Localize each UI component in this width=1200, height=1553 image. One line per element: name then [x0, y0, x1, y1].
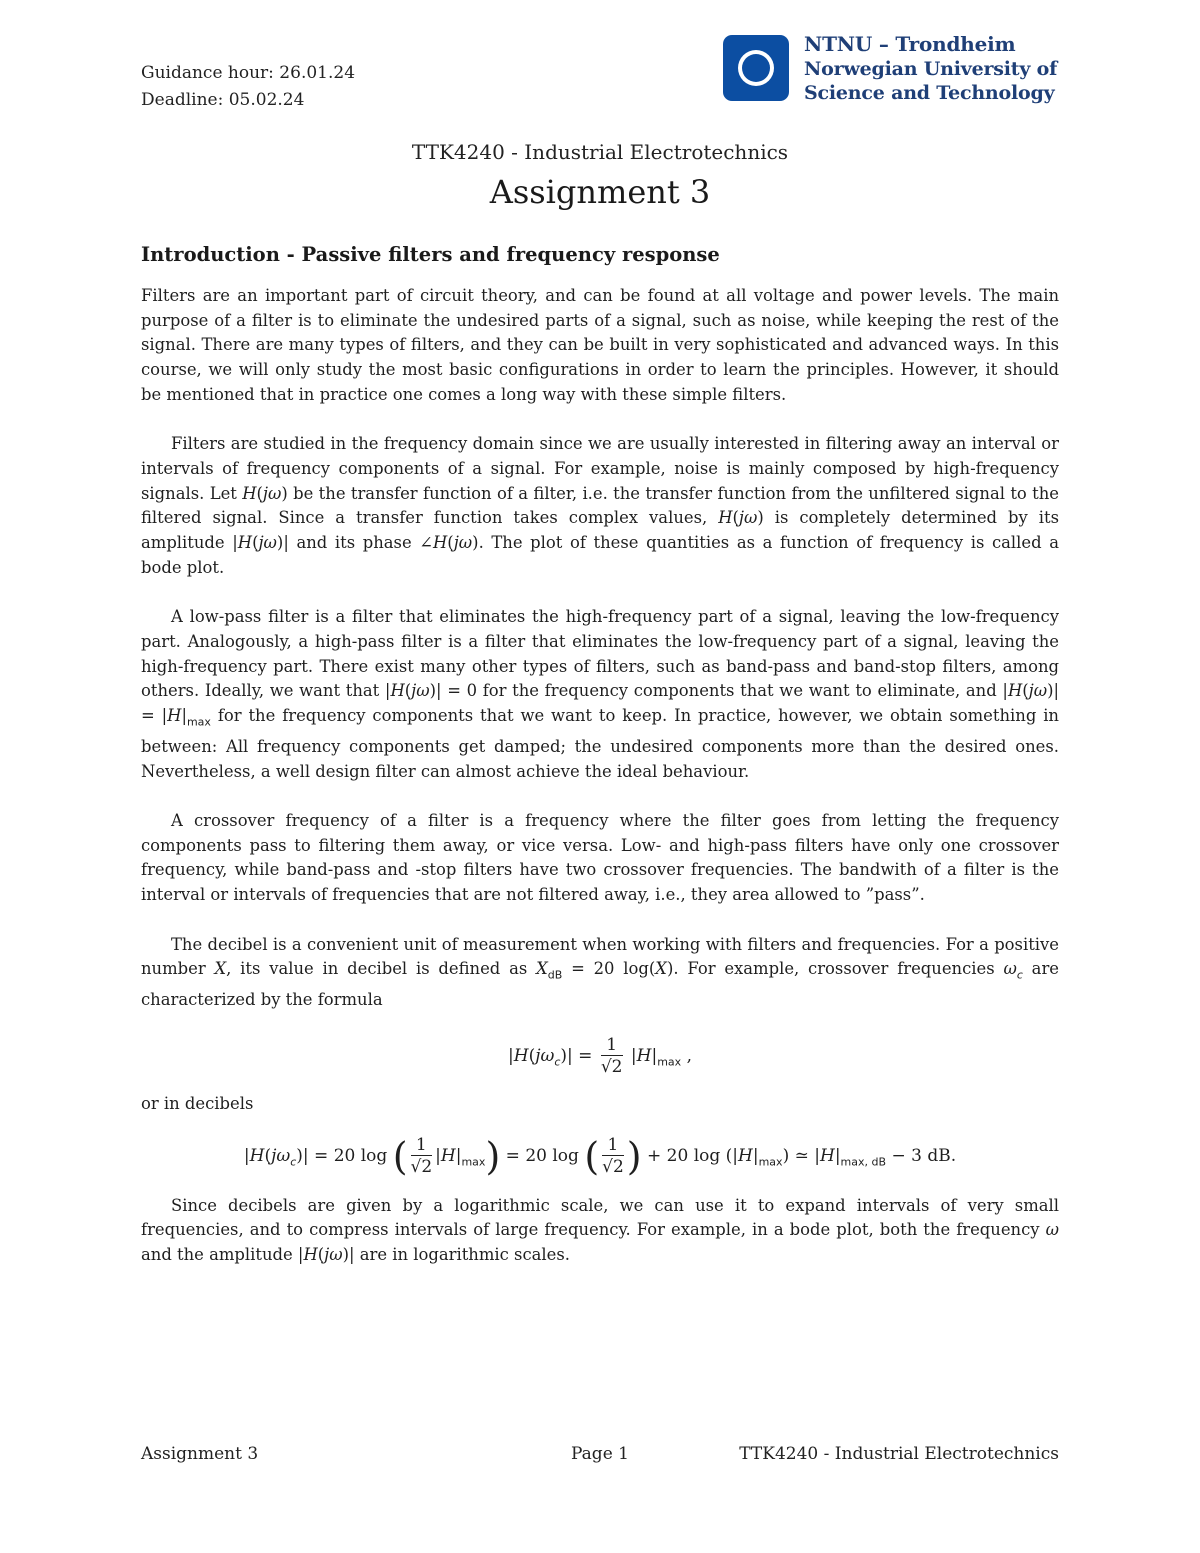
guidance-hour: Guidance hour: 26.01.24: [141, 63, 356, 83]
deadline: Deadline: 05.02.24: [141, 90, 305, 110]
equation-decibels: $|H(j\omega_c)| = 20$ log ( $\frac{1}{√2}$ $|H|_{max}) = 20$ log ( $\frac{1}{√2}$ ) + 20 $\log (|H|_{max})$ ≃ $|H|_{max, dB} - 3$ dB.: [243, 1134, 957, 1179]
section-heading: Introduction - Passive filters and frequency response: [141, 243, 720, 266]
university-line-2: Norwegian University of: [804, 57, 1058, 80]
ntnu-logo-icon: [723, 35, 789, 101]
header-meta: [141, 60, 355, 114]
footer-page-number: Page 1: [571, 1444, 629, 1464]
paragraph-4: A crossover frequency of a filter is a frequency where the filter goes from letting the frequency components pass to filtering them away, or vice versa. Low- and high-pass filters have only one crossover frequency, while band-pass and -stop filters have two crossover frequencies. The bandwith of a filter is the interval or intervals of frequencies that are not filtered away, i.e., they area allowed to ”pass”.: [141, 811, 1059, 905]
equation-crossover: $|H(j\omega_c)|$ = $\frac{1}{√2}$ $|H|_{max}$ ,: [508, 1034, 692, 1077]
university-name: [804, 32, 1057, 106]
university-line-3: Science and Technology: [804, 82, 1055, 104]
footer-right: TTK4240 - Industrial Electrotechnics: [739, 1444, 1059, 1464]
paragraph-2: Filters are studied in the frequency domain since we are usually interested in filtering away an interval or intervals of frequency components of a signal. For example, noise is mainly composed by high-frequency signals. Let H(jω) be the transfer function of a filter, i.e. the transfer function from the unfiltered signal to the filtered signal. Since a transfer function takes complex values, H(jω) is completely determined by its amplitude |H(jω)| and its phase ∠H(jω). The plot of these quantities as a function of frequency is called a bode plot.: [141, 434, 1059, 577]
or-in-decibels: or in decibels: [141, 1093, 254, 1113]
paragraph-6: Since decibels are given by a logarithmic scale, we can use it to expand intervals of very small frequencies, and to compress intervals of large frequency. For example, in a bode plot, both the frequency ω and the amplitude |H(jω)| are in logarithmic scales.: [141, 1195, 1059, 1264]
body-text: [141, 284, 1059, 1292]
page-title: Assignment 3: [489, 173, 711, 211]
paragraph-3: A low-pass filter is a filter that eliminates the high-frequency part of a signal, leaving the low-frequency part. Analogously, a high-pass filter is a filter that eliminates the low-frequency part of a signal, leaving the high-frequency part. There exist many other types of filters, such as band-pass and band-stop filters, among others. Ideally, we want that |H(jω)| = 0 for the frequency components that we want to eliminate, and $|H(j\omega)| = |H|_{max}$ for the frequency components that we want to keep. In practice, however, we obtain something in between: All frequency components get damped; the undesired components more than the desired ones. Nevertheless, a well design filter can almost achieve the ideal behaviour.: [141, 607, 1060, 781]
paragraph-5: The decibel is a convenient unit of measurement when working with filters and frequencies. For a positive number X, its value in decibel is defined as $X_{dB} = 20$ log(X). For example, crossover frequencies $\omega_c$ are characterized by the formula: [141, 934, 1059, 1010]
paragraph-1: Filters are an important part of circuit theory, and can be found at all voltage and power levels. The main purpose of a filter is to eliminate the undesired parts of a signal, such as noise, while keeping the rest of the signal. There are many types of filters, and they can be built in very sophisticated and advanced ways. In this course, we will only study the most basic configurations in order to learn the principles. However, it should be mentioned that in practice one comes a long way with these simple filters.: [141, 286, 1059, 404]
footer-left: Assignment 3: [141, 1444, 259, 1464]
course-title: TTK4240 - Industrial Electrotechnics: [411, 140, 789, 164]
university-line-1: NTNU – Trondheim: [804, 32, 1016, 56]
